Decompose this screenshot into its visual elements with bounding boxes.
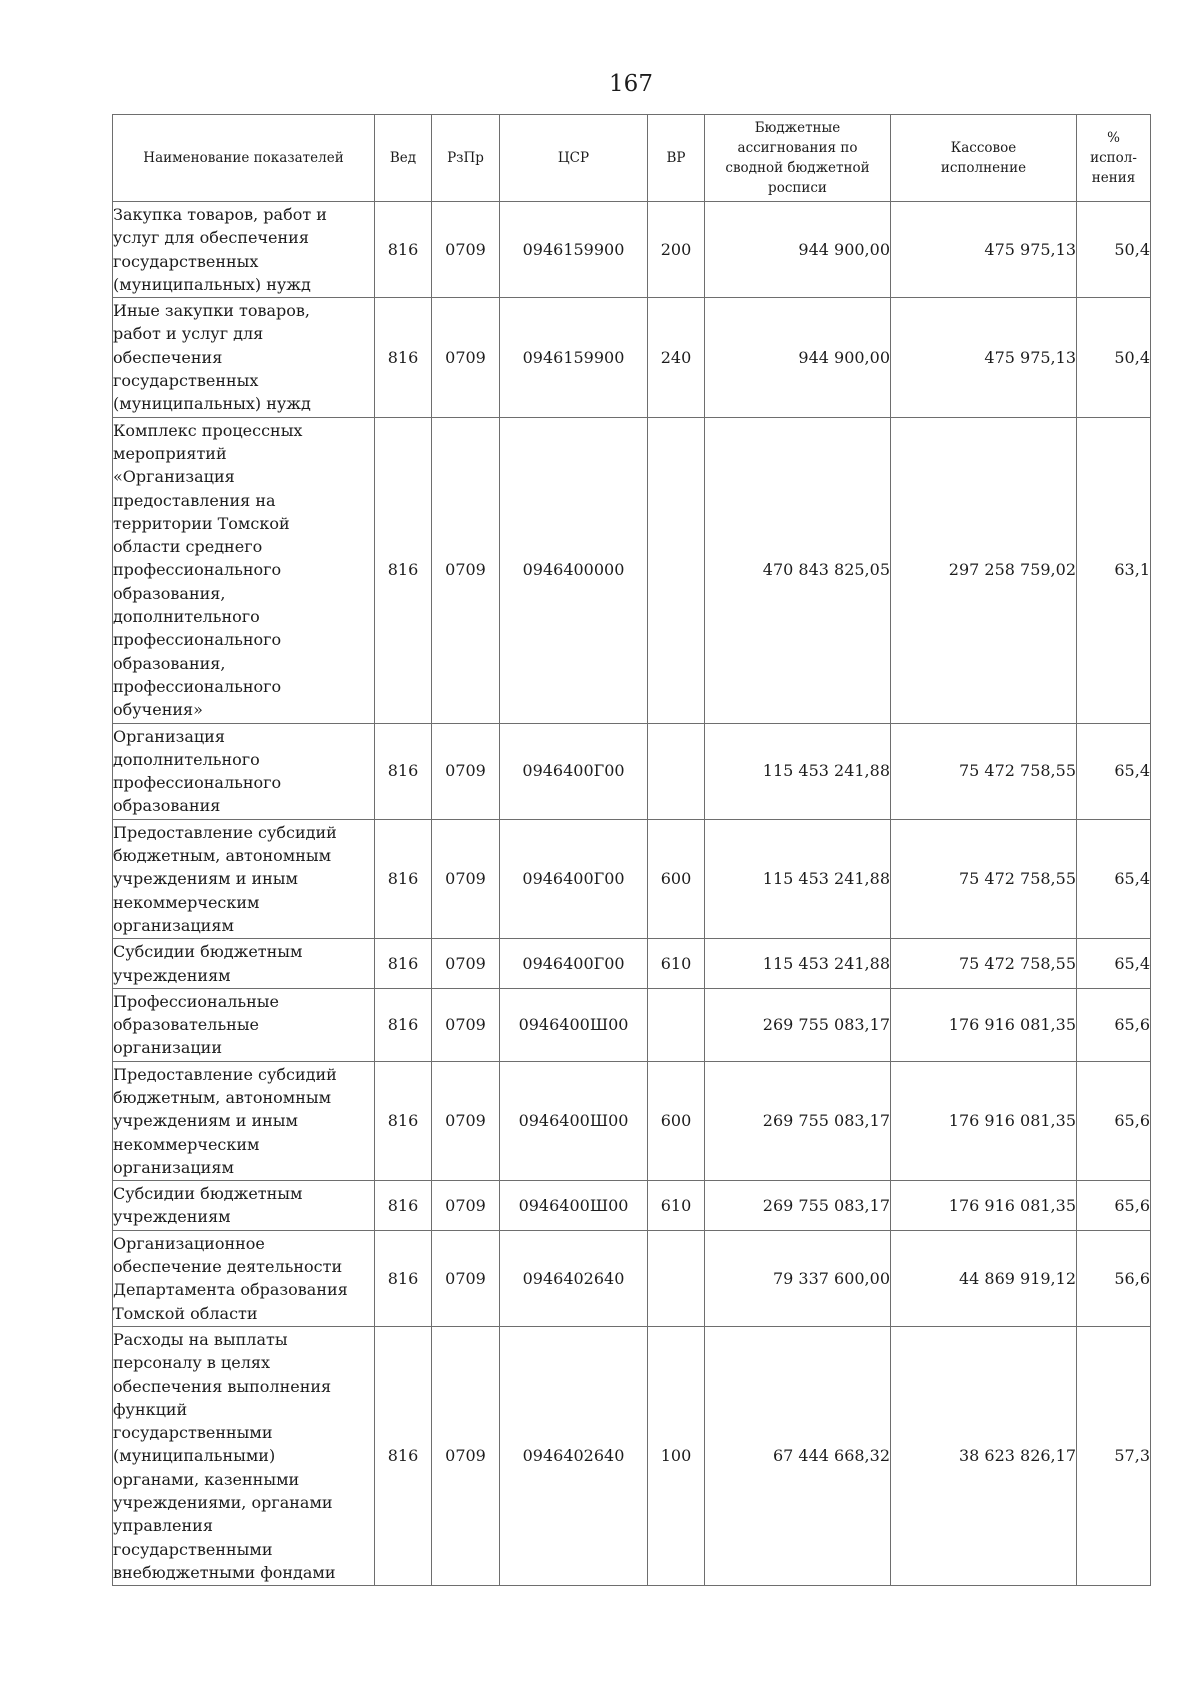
indicator-name: Предоставление субсидий бюджетным, автономным учреждениям и иным некоммерческим организациям bbox=[113, 1061, 375, 1180]
header-indicator-name: Наименование показателей bbox=[113, 115, 375, 202]
vr-code: 200 bbox=[648, 202, 705, 298]
cash-execution: 297 258 759,02 bbox=[891, 417, 1077, 723]
csr-code: 0946400Г00 bbox=[500, 819, 648, 938]
execution-percent: 65,6 bbox=[1077, 1181, 1151, 1231]
csr-code: 0946402640 bbox=[500, 1326, 648, 1585]
budget-allocation: 67 444 668,32 bbox=[705, 1326, 891, 1585]
table-row bbox=[113, 819, 1151, 938]
rzpr-code: 0709 bbox=[432, 1230, 500, 1326]
vr-code: 600 bbox=[648, 1061, 705, 1180]
indicator-name: Иные закупки товаров, работ и услуг для обеспечения государственных (муниципальных) нужд bbox=[113, 298, 375, 417]
execution-percent: 65,4 bbox=[1077, 723, 1151, 819]
indicator-name: Организационное обеспечение деятельности Департамента образования Томской области bbox=[113, 1230, 375, 1326]
csr-code: 0946400Ш00 bbox=[500, 1061, 648, 1180]
ved-code: 816 bbox=[375, 988, 432, 1061]
execution-percent: 65,6 bbox=[1077, 988, 1151, 1061]
table-row bbox=[113, 298, 1151, 417]
execution-percent: 56,6 bbox=[1077, 1230, 1151, 1326]
cash-execution: 75 472 758,55 bbox=[891, 723, 1077, 819]
header-row bbox=[113, 115, 1151, 202]
table-row bbox=[113, 939, 1151, 989]
ved-code: 816 bbox=[375, 1230, 432, 1326]
csr-code: 0946159900 bbox=[500, 202, 648, 298]
csr-code: 0946402640 bbox=[500, 1230, 648, 1326]
cash-execution: 75 472 758,55 bbox=[891, 819, 1077, 938]
table-row bbox=[113, 988, 1151, 1061]
rzpr-code: 0709 bbox=[432, 988, 500, 1061]
cash-execution: 176 916 081,35 bbox=[891, 988, 1077, 1061]
budget-allocation: 115 453 241,88 bbox=[705, 723, 891, 819]
vr-code bbox=[648, 723, 705, 819]
budget-allocation: 269 755 083,17 bbox=[705, 988, 891, 1061]
rzpr-code: 0709 bbox=[432, 417, 500, 723]
csr-code: 0946400000 bbox=[500, 417, 648, 723]
table-row bbox=[113, 1061, 1151, 1180]
header-ved: Вед bbox=[375, 115, 432, 202]
table-row bbox=[113, 202, 1151, 298]
rzpr-code: 0709 bbox=[432, 939, 500, 989]
page-number: 167 bbox=[609, 71, 653, 97]
budget-execution-table bbox=[112, 114, 1151, 1586]
ved-code: 816 bbox=[375, 417, 432, 723]
ved-code: 816 bbox=[375, 819, 432, 938]
indicator-name: Закупка товаров, работ и услуг для обеспечения государственных (муниципальных) нужд bbox=[113, 202, 375, 298]
execution-percent: 65,4 bbox=[1077, 939, 1151, 989]
header-vr: ВР bbox=[648, 115, 705, 202]
vr-code: 610 bbox=[648, 939, 705, 989]
budget-allocation: 944 900,00 bbox=[705, 298, 891, 417]
cash-execution: 176 916 081,35 bbox=[891, 1181, 1077, 1231]
ved-code: 816 bbox=[375, 298, 432, 417]
header-rzpr: РзПр bbox=[432, 115, 500, 202]
table-header bbox=[113, 115, 1151, 202]
vr-code: 240 bbox=[648, 298, 705, 417]
execution-percent: 63,1 bbox=[1077, 417, 1151, 723]
execution-percent: 50,4 bbox=[1077, 298, 1151, 417]
indicator-name: Расходы на выплаты персоналу в целях обеспечения выполнения функций государственными (муниципальными) органами, казенными учреждениями, органами управления государственными внебюджетными фондами bbox=[113, 1326, 375, 1585]
header-execution-percent: % испол- нения bbox=[1077, 115, 1151, 202]
rzpr-code: 0709 bbox=[432, 298, 500, 417]
csr-code: 0946400Ш00 bbox=[500, 988, 648, 1061]
ved-code: 816 bbox=[375, 723, 432, 819]
header-budget-allocation: Бюджетные ассигнования по сводной бюджетной росписи bbox=[705, 115, 891, 202]
ved-code: 816 bbox=[375, 939, 432, 989]
indicator-name: Субсидии бюджетным учреждениям bbox=[113, 1181, 375, 1231]
indicator-name: Предоставление субсидий бюджетным, автономным учреждениям и иным некоммерческим организациям bbox=[113, 819, 375, 938]
budget-allocation: 115 453 241,88 bbox=[705, 939, 891, 989]
execution-percent: 50,4 bbox=[1077, 202, 1151, 298]
vr-code: 100 bbox=[648, 1326, 705, 1585]
vr-code bbox=[648, 1230, 705, 1326]
ved-code: 816 bbox=[375, 1061, 432, 1180]
execution-percent: 65,4 bbox=[1077, 819, 1151, 938]
csr-code: 0946400Ш00 bbox=[500, 1181, 648, 1231]
cash-execution: 475 975,13 bbox=[891, 202, 1077, 298]
table-body bbox=[113, 202, 1151, 1586]
vr-code bbox=[648, 988, 705, 1061]
budget-allocation: 79 337 600,00 bbox=[705, 1230, 891, 1326]
indicator-name: Профессиональные образовательные организации bbox=[113, 988, 375, 1061]
execution-percent: 57,3 bbox=[1077, 1326, 1151, 1585]
execution-percent: 65,6 bbox=[1077, 1061, 1151, 1180]
rzpr-code: 0709 bbox=[432, 1181, 500, 1231]
budget-allocation: 115 453 241,88 bbox=[705, 819, 891, 938]
cash-execution: 44 869 919,12 bbox=[891, 1230, 1077, 1326]
csr-code: 0946159900 bbox=[500, 298, 648, 417]
csr-code: 0946400Г00 bbox=[500, 723, 648, 819]
table-row bbox=[113, 417, 1151, 723]
table-row bbox=[113, 723, 1151, 819]
header-cash-execution: Кассовое исполнение bbox=[891, 115, 1077, 202]
budget-allocation: 269 755 083,17 bbox=[705, 1061, 891, 1180]
ved-code: 816 bbox=[375, 1326, 432, 1585]
budget-allocation: 944 900,00 bbox=[705, 202, 891, 298]
table-row bbox=[113, 1181, 1151, 1231]
rzpr-code: 0709 bbox=[432, 723, 500, 819]
indicator-name: Комплекс процессных мероприятий «Организация предоставления на территории Томской области среднего профессионального образования, дополнительного профессионального образования, профессионального обучения» bbox=[113, 417, 375, 723]
budget-allocation: 269 755 083,17 bbox=[705, 1181, 891, 1231]
rzpr-code: 0709 bbox=[432, 1326, 500, 1585]
cash-execution: 38 623 826,17 bbox=[891, 1326, 1077, 1585]
cash-execution: 475 975,13 bbox=[891, 298, 1077, 417]
budget-allocation: 470 843 825,05 bbox=[705, 417, 891, 723]
indicator-name: Организация дополнительного профессионального образования bbox=[113, 723, 375, 819]
ved-code: 816 bbox=[375, 1181, 432, 1231]
header-csr: ЦСР bbox=[500, 115, 648, 202]
csr-code: 0946400Г00 bbox=[500, 939, 648, 989]
vr-code: 610 bbox=[648, 1181, 705, 1231]
vr-code bbox=[648, 417, 705, 723]
rzpr-code: 0709 bbox=[432, 819, 500, 938]
vr-code: 600 bbox=[648, 819, 705, 938]
indicator-name: Субсидии бюджетным учреждениям bbox=[113, 939, 375, 989]
cash-execution: 75 472 758,55 bbox=[891, 939, 1077, 989]
ved-code: 816 bbox=[375, 202, 432, 298]
cash-execution: 176 916 081,35 bbox=[891, 1061, 1077, 1180]
table-row bbox=[113, 1326, 1151, 1585]
table-row bbox=[113, 1230, 1151, 1326]
rzpr-code: 0709 bbox=[432, 202, 500, 298]
rzpr-code: 0709 bbox=[432, 1061, 500, 1180]
